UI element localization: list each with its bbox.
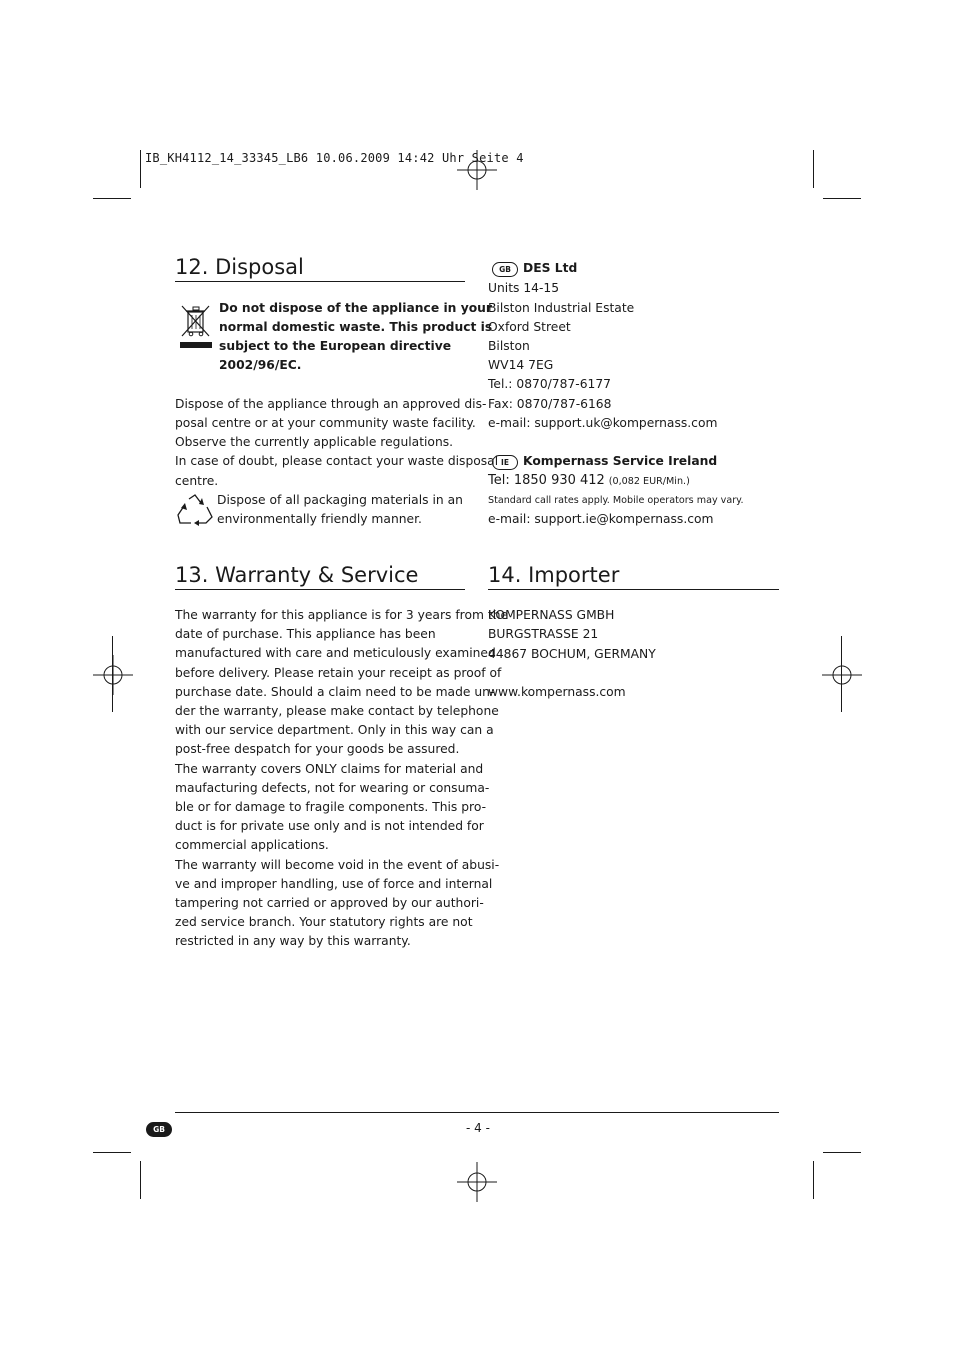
registration-mark-line — [841, 636, 842, 712]
country-badge-ie: IE — [492, 455, 518, 470]
service-name: DES Ltd — [523, 261, 578, 275]
crop-mark — [140, 1161, 141, 1199]
warranty-line: der the warranty, please make contact by telephone — [175, 704, 499, 718]
country-badge-gb: GB — [492, 262, 518, 277]
email-line: e-mail: support.uk@kompernass.com — [488, 416, 718, 430]
warranty-line: tampering not carried or approved by our authori- — [175, 896, 484, 910]
address-line: Units 14-15 — [488, 281, 560, 295]
warranty-line: with our service department. Only in this way can a — [175, 723, 494, 738]
phone-number: Tel: 1850 930 412 — [488, 473, 605, 488]
crop-mark — [93, 1152, 131, 1153]
warranty-line: date of purchase. This appliance has been — [175, 627, 436, 642]
importer-address-line: KOMPERNASS GMBH — [488, 608, 615, 622]
section-title-disposal: 12. Disposal — [175, 255, 304, 279]
disposal-warning-line: normal domestic waste. This product is — [219, 320, 493, 334]
registration-mark-line — [112, 636, 113, 712]
disposal-body-line: Observe the currently applicable regulations. — [175, 435, 454, 449]
crop-mark — [140, 150, 141, 188]
footer-rule — [175, 1112, 779, 1113]
phone-line — [488, 471, 690, 491]
address-line: Bilston Industrial Estate — [488, 301, 635, 315]
email-line: e-mail: support.ie@kompernass.com — [488, 512, 714, 526]
warranty-line: post-free despatch for your goods be assured. — [175, 742, 460, 757]
crop-mark — [823, 198, 861, 199]
registration-mark-icon — [822, 655, 862, 695]
warranty-line: commercial applications. — [175, 838, 329, 853]
section-rule — [488, 589, 779, 590]
call-note: Standard call rates apply. Mobile operators may vary. — [488, 495, 744, 506]
warranty-line: manufactured with care and meticulously examined — [175, 646, 496, 661]
warranty-line: ble or for damage to fragile components. This pro- — [175, 800, 487, 814]
packaging-line: environmentally friendly manner. — [217, 512, 422, 526]
crossed-out-bin-icon — [178, 302, 214, 350]
importer-address-line: 44867 BOCHUM, GERMANY — [488, 647, 656, 661]
service-name: Kompernass Service Ireland — [523, 454, 718, 468]
warranty-line: The warranty will become void in the event of abusi- — [175, 857, 500, 872]
address-line: Bilston — [488, 339, 530, 353]
crop-mark — [93, 198, 131, 199]
address-line: WV14 7EG — [488, 358, 554, 372]
recycling-icon — [175, 493, 215, 529]
disposal-warning-line: Do not dispose of the appliance in your — [219, 301, 492, 315]
warranty-line: maufacturing defects, not for wearing or consuma- — [175, 780, 490, 795]
section-title-warranty: 13. Warranty & Service — [175, 563, 419, 587]
section-rule — [175, 589, 465, 590]
registration-mark-icon — [93, 655, 133, 695]
disposal-body-line: In case of doubt, please contact your waste disposal — [175, 454, 499, 468]
disposal-body-line: Dispose of the appliance through an approved dis- — [175, 397, 487, 411]
footer-badge-gb: GB — [146, 1122, 172, 1137]
disposal-body-line: centre. — [175, 474, 219, 488]
warranty-line: before delivery. Please retain your receipt as proof of — [175, 665, 502, 680]
warranty-line: The warranty for this appliance is for 3 years from the — [175, 608, 509, 622]
crop-mark — [813, 1161, 814, 1199]
packaging-line: Dispose of all packaging materials in an — [217, 493, 463, 507]
warranty-line: ve and improper handling, use of force and internal — [175, 876, 493, 891]
disposal-warning-line: subject to the European directive — [219, 339, 452, 353]
section-rule — [175, 281, 465, 282]
website-link[interactable]: www.kompernass.com — [488, 685, 626, 699]
section-title-importer: 14. Importer — [488, 563, 620, 587]
registration-mark-icon — [457, 1162, 497, 1202]
print-slug: IB_KH4112_14_33345_LB6 10.06.2009 14:42 Uhr Seite 4 — [145, 151, 524, 165]
warranty-line: The warranty covers ONLY claims for material and — [175, 761, 484, 776]
importer-address-line: BURGSTRASSE 21 — [488, 627, 599, 641]
crop-mark — [813, 150, 814, 188]
phone-line: Tel.: 0870/787-6177 — [488, 377, 612, 391]
fax-line: Fax: 0870/787-6168 — [488, 397, 612, 411]
disposal-body-line: posal centre or at your community waste facility. — [175, 416, 476, 430]
address-line: Oxford Street — [488, 320, 571, 334]
warranty-line: restricted in any way by this warranty. — [175, 934, 411, 949]
page-number: - 4 - — [466, 1121, 490, 1135]
warranty-line: duct is for private use only and is not intended for — [175, 819, 484, 834]
call-rate: (0,082 EUR/Min.) — [608, 476, 690, 487]
disposal-warning-line: 2002/96/EC. — [219, 358, 302, 372]
warranty-line: zed service branch. Your statutory rights are not — [175, 915, 473, 930]
registration-mark-icon — [457, 150, 497, 190]
warranty-line: purchase date. Should a claim need to be made un- — [175, 684, 495, 699]
crop-mark — [823, 1152, 861, 1153]
